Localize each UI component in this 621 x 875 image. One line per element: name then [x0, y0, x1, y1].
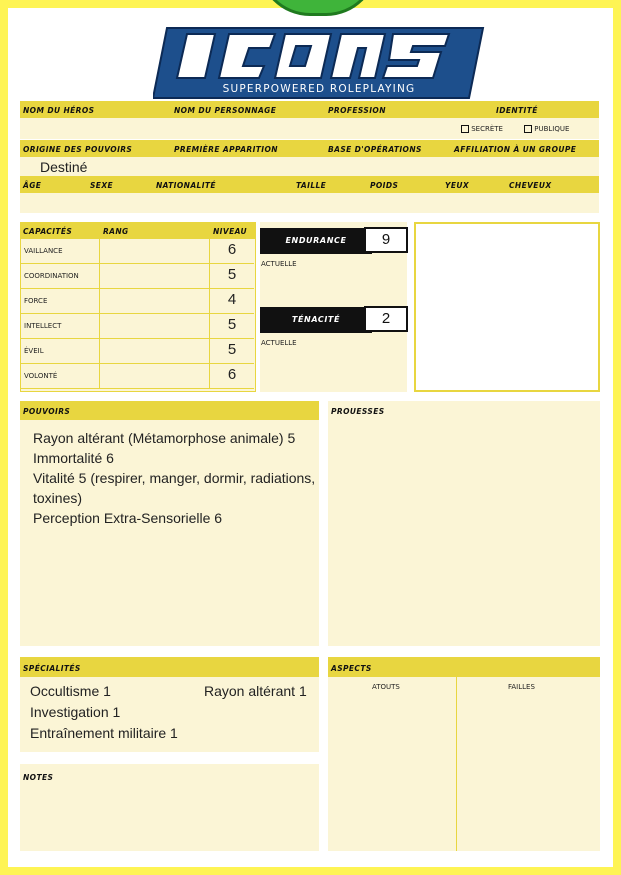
label-group: AFFILIATION À UN GROUPE [454, 145, 577, 154]
ability-row [20, 239, 254, 264]
ability-level[interactable]: 5 [227, 266, 237, 283]
ability-row [20, 364, 254, 389]
ability-level[interactable]: 6 [227, 366, 237, 383]
ability-rank-cell[interactable] [99, 364, 210, 388]
ability-name: VOLONTÉ [24, 372, 58, 380]
label-first-appearance: PREMIÈRE APPARITION [174, 145, 278, 154]
notes-panel[interactable] [20, 764, 319, 851]
icons-logo [153, 24, 485, 100]
label-powers: POUVOIRS [23, 407, 71, 416]
ability-level[interactable]: 6 [227, 241, 237, 258]
label-age: ÂGE [23, 181, 42, 190]
label-nationality: NATIONALITÉ [156, 181, 216, 190]
label-aspects: ASPECTS [331, 664, 372, 673]
ability-row [20, 289, 254, 314]
portrait-box[interactable] [414, 222, 600, 392]
label-level: NIVEAU [213, 227, 247, 236]
ability-rank-cell[interactable] [99, 239, 210, 263]
origin-values-row [20, 157, 599, 176]
endurance-label: ENDURANCE [260, 228, 372, 254]
ability-rank-cell[interactable] [99, 314, 210, 338]
powers-list[interactable] [33, 428, 317, 528]
label-abilities: CAPACITÉS [23, 227, 73, 236]
label-eyes: YEUX [445, 181, 470, 190]
aspects-divider [456, 677, 457, 851]
label-profession: PROFESSION [328, 106, 386, 115]
top-decoration [258, 0, 378, 16]
specialty-item: Occultisme 1 [30, 683, 111, 699]
public-label: PUBLIQUE [534, 125, 570, 133]
ability-name: ÉVEIL [24, 347, 44, 355]
power-item: Rayon altérant (Métamorphose animale) 5 [33, 430, 296, 446]
logo-graphic [153, 24, 485, 100]
ability-row [20, 314, 254, 339]
specialty-item: Rayon altérant 1 [204, 683, 307, 699]
label-height: TAILLE [296, 181, 327, 190]
label-sex: SEXE [90, 181, 114, 190]
power-item: Perception Extra-Sensorielle 6 [33, 510, 223, 526]
endurance-current-label: ACTUELLE [261, 260, 297, 268]
logo-subtitle: SUPERPOWERED ROLEPLAYING [222, 83, 416, 95]
label-notes: NOTES [23, 773, 54, 782]
ability-level[interactable]: 4 [227, 291, 237, 308]
label-power-origin: ORIGINE DES POUVOIRS [23, 145, 133, 154]
ability-level[interactable]: 5 [227, 316, 237, 333]
specialty-item: Entraînement militaire 1 [30, 725, 178, 741]
endurance-value[interactable]: 9 [364, 227, 408, 253]
physical-values-row [20, 193, 599, 213]
power-item: Immortalité 6 [33, 450, 114, 466]
prowess-panel [328, 401, 600, 646]
public-checkbox[interactable] [524, 125, 532, 133]
label-specialties: SPÉCIALITÉS [23, 664, 81, 673]
ability-level[interactable]: 5 [227, 341, 237, 358]
label-hero-name: NOM DU HÉROS [23, 106, 95, 115]
tenacity-label: TÉNACITÉ [260, 307, 372, 333]
label-hair: CHEVEUX [509, 181, 552, 190]
label-assets: ATOUTS [372, 683, 400, 691]
character-sheet [8, 8, 613, 867]
ability-name: INTELLECT [24, 322, 62, 330]
power-item: Vitalité 5 (respirer, manger, dormir, radiations, toxines) [33, 470, 316, 506]
ability-rank-cell[interactable] [99, 289, 210, 313]
ability-rank-cell[interactable] [99, 339, 210, 363]
secret-checkbox[interactable] [461, 125, 469, 133]
ability-name: VAILLANCE [24, 247, 63, 255]
secret-option[interactable] [461, 125, 503, 133]
logo-title-text: ICONS [319, 24, 323, 25]
aspects-panel [328, 657, 600, 851]
label-prowess: PROUESSES [331, 407, 385, 416]
label-character-name: NOM DU PERSONNAGE [174, 106, 277, 115]
label-flaws: FAILLES [508, 683, 535, 691]
label-base: BASE D'OPÉRATIONS [328, 145, 422, 154]
specialty-item: Investigation 1 [30, 704, 121, 720]
tenacity-current-label: ACTUELLE [261, 339, 297, 347]
ability-row [20, 339, 254, 364]
ability-name: FORCE [24, 297, 48, 305]
label-rank: RANG [103, 227, 129, 236]
ability-name: COORDINATION [24, 272, 79, 280]
power-origin-value[interactable]: Destiné [40, 159, 88, 175]
tenacity-value[interactable]: 2 [364, 306, 408, 332]
public-option[interactable] [524, 125, 569, 133]
label-identity: IDENTITÉ [496, 106, 538, 115]
ability-row [20, 264, 254, 289]
label-weight: POIDS [370, 181, 399, 190]
ability-rank-cell[interactable] [99, 264, 210, 288]
identity-values-row [20, 118, 599, 139]
secret-label: SECRÈTE [471, 125, 503, 133]
